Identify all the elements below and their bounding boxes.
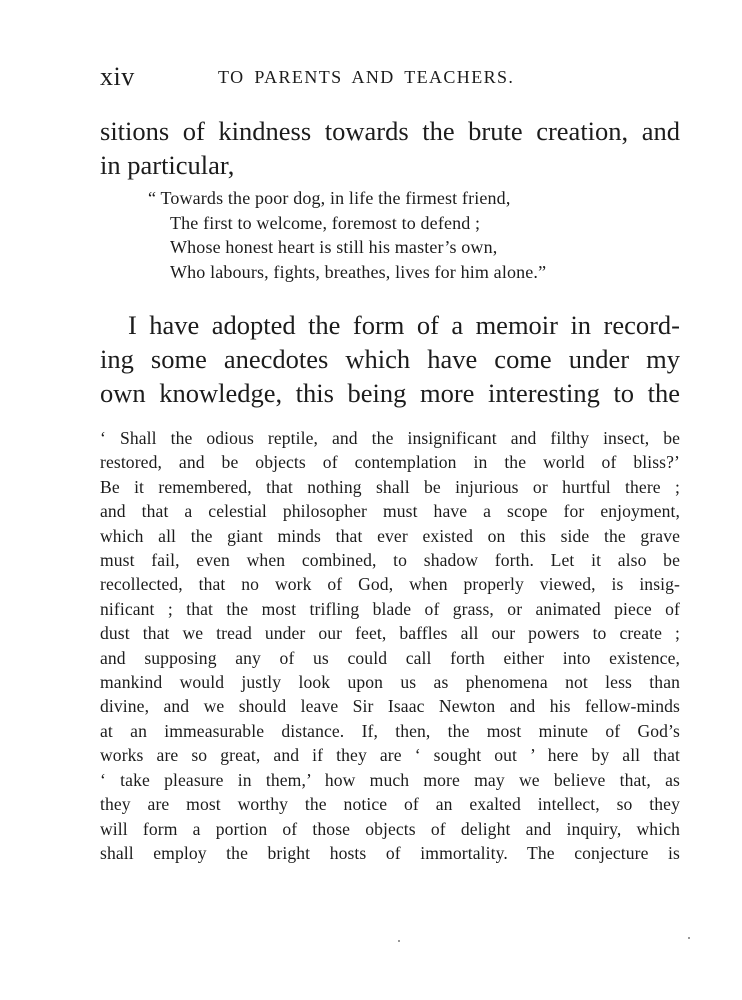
text-line: and supposing any of us could call forth either into existence, [100, 647, 680, 668]
text-line: shall employ the bright hosts of immortality. The conjecture is [100, 842, 680, 863]
text-line: ing some anecdotes which have come under my [100, 344, 680, 374]
text-line: divine, and we should leave Sir Isaac Newton and his fellow-minds [100, 696, 680, 717]
verse-line: “ Towards the poor dog, in life the firmest friend, [148, 188, 511, 208]
text-line: must fail, even when combined, to shadow forth. Let it also be [100, 550, 680, 571]
text-line: dust that we tread under our feet, baffles all our powers to create ; [100, 623, 680, 644]
verse-quotation [148, 186, 546, 284]
text-line: they are most worthy the notice of an exalted intellect, so they [100, 794, 680, 815]
print-speck [688, 937, 690, 939]
text-line: ‘ take pleasure in them,’ how much more may we believe that, as [100, 769, 680, 790]
text-line: nificant ; that the most trifling blade of grass, or animated piece of [100, 598, 680, 619]
text-line: own knowledge, this being more interesting to the [100, 378, 680, 408]
text-line: restored, and be objects of contemplation in the world of bliss?’ [100, 452, 680, 473]
text-line: Be it remembered, that nothing shall be injurious or hurtful there ; [100, 476, 680, 497]
verse-line: The first to welcome, foremost to defend ; [170, 212, 481, 233]
page-header [100, 62, 680, 92]
body-paragraph [100, 308, 680, 410]
running-title: TO PARENTS AND TEACHERS. [218, 67, 515, 87]
page-number: xiv [100, 62, 135, 91]
text-line: sitions of kindness towards the brute creation, and [100, 116, 680, 146]
footnote-text [100, 426, 680, 865]
opening-text [100, 114, 680, 182]
verse-line: Who labours, fights, breathes, lives for him alone.” [170, 261, 547, 282]
text-line: at an immeasurable distance. If, then, the most minute of God’s [100, 720, 680, 741]
verse-line: Whose honest heart is still his master’s own, [170, 237, 498, 257]
text-line: works are so great, and if they are ‘ sought out ’ here by all that [100, 745, 680, 766]
text-line: and that a celestial philosopher must have a scope for enjoyment, [100, 501, 680, 522]
text-line: will form a portion of those objects of delight and inquiry, which [100, 818, 680, 839]
print-speck [398, 940, 400, 942]
text-line: ‘ Shall the odious reptile, and the insignificant and filthy insect, be [100, 428, 680, 448]
text-line: which all the giant minds that ever existed on this side the grave [100, 525, 680, 546]
text-line: mankind would justly look upon us as phenomena not less than [100, 672, 680, 693]
text-line: recollected, that no work of God, when properly viewed, is insig- [100, 574, 680, 595]
text-line: I have adopted the form of a memoir in record- [128, 310, 680, 340]
text-line: in particular, [100, 150, 235, 180]
